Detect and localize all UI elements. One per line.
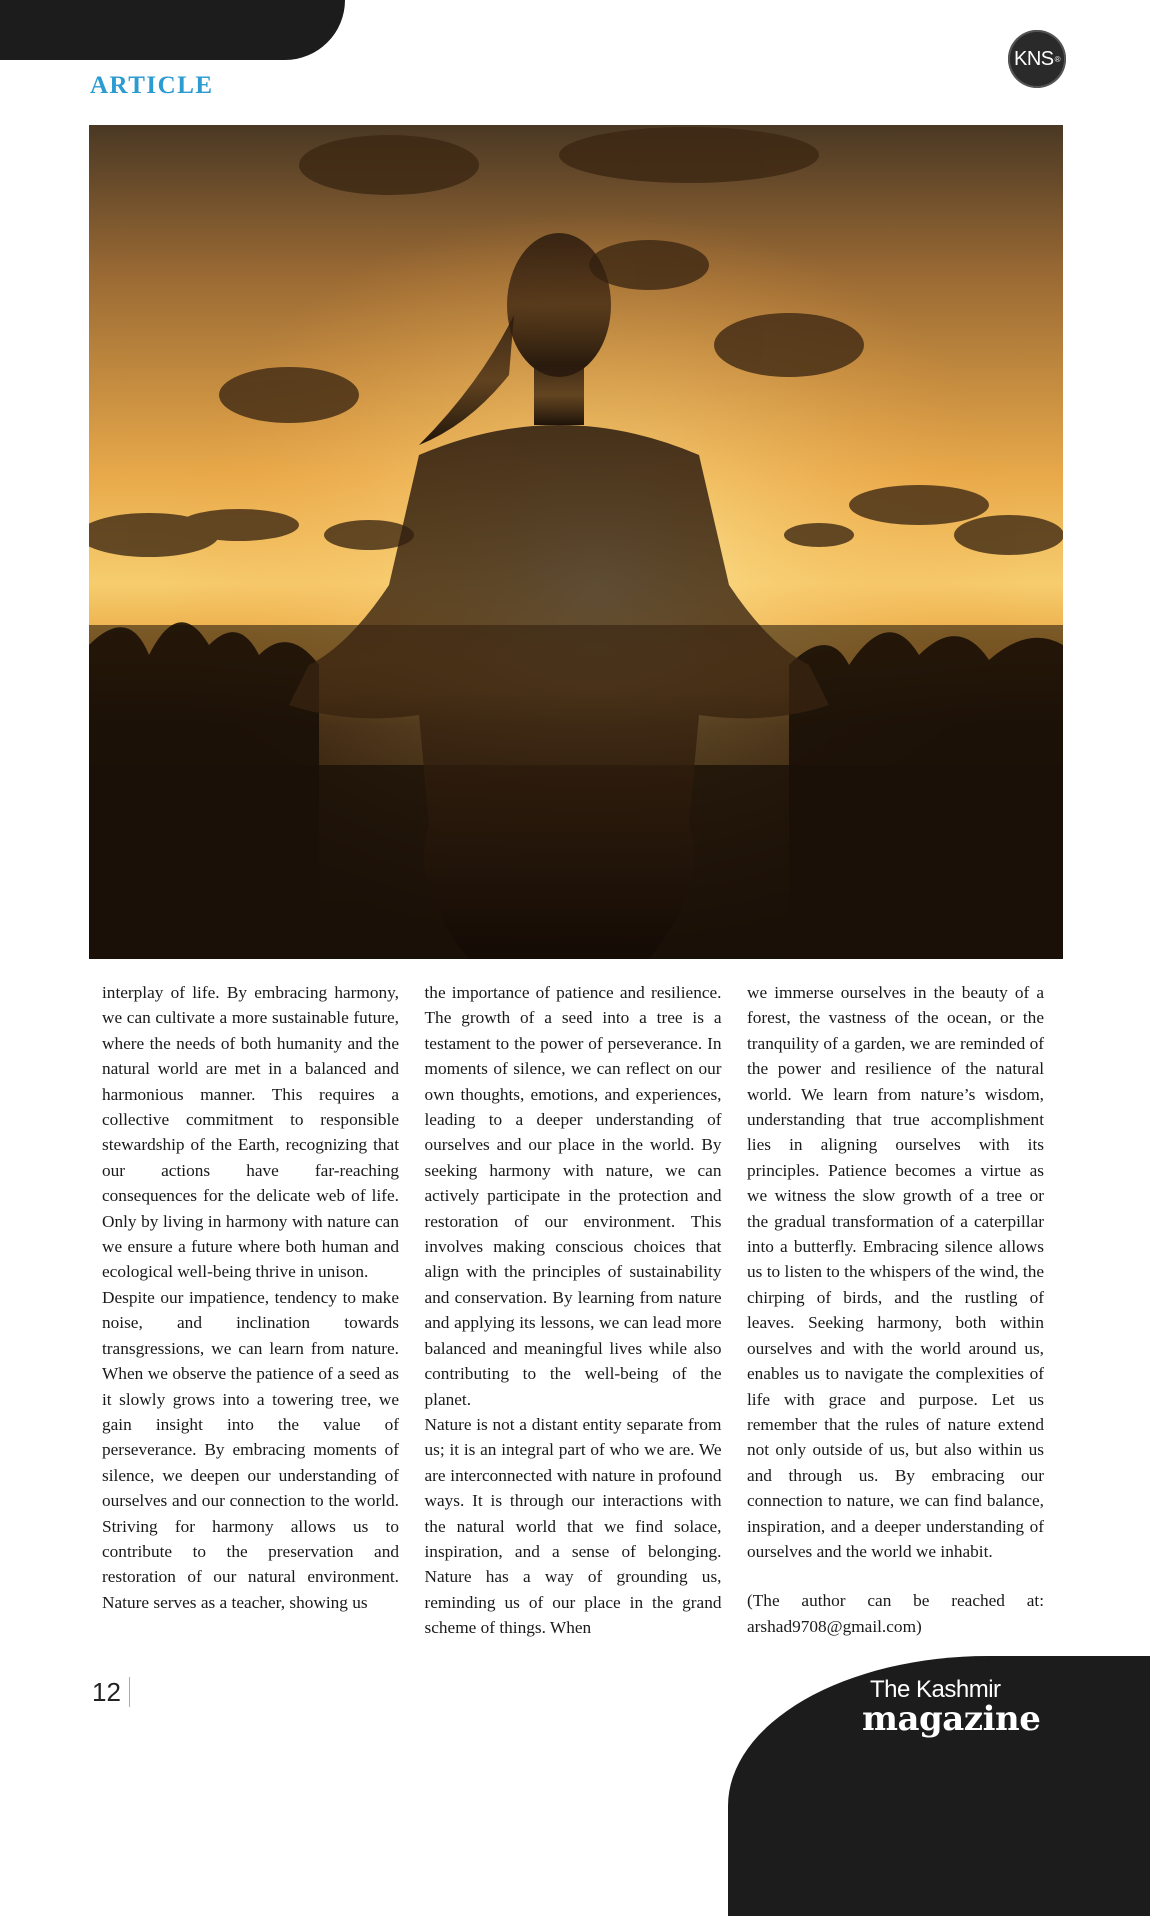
section-label: ARTICLE [90, 72, 214, 99]
paragraph: Nature is not a distant entity separate from us; it is an integral part of who we are. We are interconnected with nature in profound ways. It is through our interactions with the natural world that we find solace, inspiration, and a sense of belonging. Nature has a way of grounding us, reminding us of our place in the grand scheme of things. When [424, 1414, 722, 1638]
brand-line-1: The Kashmir [870, 1676, 1001, 1703]
paragraph: we immerse ourselves in the beauty of a forest, the vastness of the ocean, or the tranquility of a garden, we are reminded of the power and resilience of the natural world. We learn from nature’s wisdom, understanding that true accomplishment lies in aligning ourselves with its principles. Patience becomes a virtue as we witness the slow growth of a tree or the gradual transformation of a caterpillar into a butterfly. Embracing silence allows us to listen to the whispers of the wind, the chirping of birds, and the rustling of leaves. Seeking harmony, both within ourselves and with the world around us, enables us to navigate the complexities of life with grace and purpose. Let us remember that the rules of nature extend not only outside of us, but also within us and through us. By embracing our connection to nature, we can find balance, inspiration, and a deeper understanding of ourselves and the world we inhabit. [747, 983, 1044, 1561]
header-corner-tab [0, 0, 345, 60]
article-column-1 [102, 980, 399, 1641]
article-body [102, 980, 1044, 1641]
brand-line-2: magazine [862, 1699, 1041, 1739]
article-column-2 [425, 980, 722, 1641]
paragraph: the importance of patience and resilience. The growth of a seed into a tree is a testament to the power of perseverance. In moments of silence, we can reflect on our own thoughts, emotions, and experiences, leading to a deeper understanding of ourselves and our place in the world. By seeking harmony with nature, we can actively participate in the protection and restoration of our environment. This involves making conscious choices that align with the principles of sustainability and conservation. By learning from nature and applying its lessons, we can lead more balanced and meaningful lives while also contributing to the well-being of the planet. [424, 983, 722, 1409]
meditation-silhouette-sunset-photo [89, 125, 1063, 959]
author-contact: (The author can be reached at: arshad9708@gmail.com) [747, 1591, 1044, 1636]
article-column-3 [747, 980, 1044, 1641]
kns-logo-mark: ® [1054, 54, 1061, 64]
page-number: 12 [92, 1677, 130, 1707]
magazine-brand-logo [862, 1676, 1041, 1739]
kns-logo-text: KNS [1013, 47, 1054, 70]
hero-image [89, 125, 1063, 959]
paragraph: interplay of life. By embracing harmony, we can cultivate a more sustainable future, where the needs of both humanity and the natural world are met in a balanced and harmonious manner. This requires a collective commitment to responsible stewardship of the Earth, recognizing that our actions have far-reaching consequences for the delicate web of life. Only by living in harmony with nature can we ensure a future where both human and ecological well-being thrive in unison. [102, 983, 399, 1282]
paragraph: Despite our impatience, tendency to make noise, and inclination towards transgressions, we can learn from nature. When we observe the patience of a seed as it slowly grows into a towering tree, we gain insight into the value of perseverance. By embracing moments of silence, we deepen our understanding of ourselves and our connection to the world. Striving for harmony allows us to contribute to the preservation and restoration of our natural environment. Nature serves as a teacher, showing us [102, 1287, 399, 1612]
kns-logo [1008, 30, 1066, 88]
